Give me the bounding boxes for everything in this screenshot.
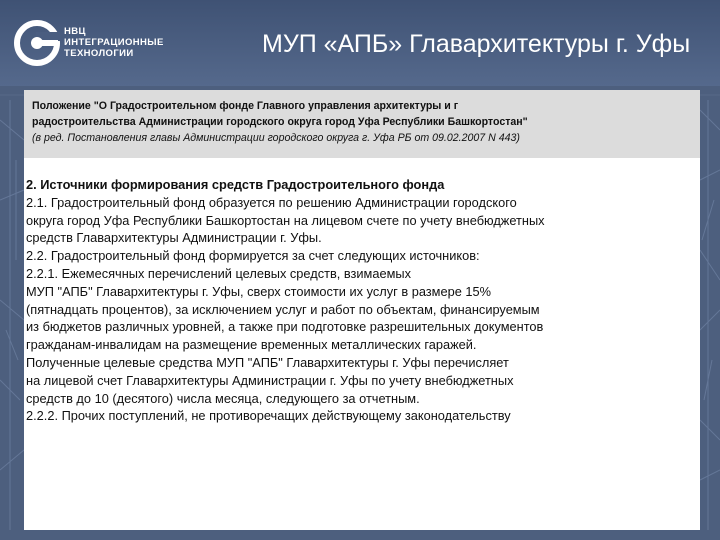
body-line: гражданам-инвалидам на размещение временных металлических гаражей.	[26, 337, 477, 353]
logo-globe-icon	[14, 20, 60, 66]
company-logo[interactable]	[14, 20, 204, 70]
logo-line-1: НВЦ	[64, 26, 86, 37]
body-line: из бюджетов различных уровней, а также при подготовке разрешительных документов	[26, 319, 544, 335]
reference-line-3: (в ред. Постановления главы Администрации городского округа г. Уфа РБ от 09.02.2007 N 443)	[32, 132, 520, 144]
body-line: (пятнадцать процентов), за исключением услуг и работ по объектам, финансируемым	[26, 301, 540, 317]
document-reference	[24, 90, 700, 158]
reference-line-2: радостроительства Администрации городского округа город Уфа Республики Башкортостан"	[32, 116, 528, 128]
logo-text	[64, 26, 204, 59]
document-body	[24, 176, 700, 425]
body-line: 2.2.1. Ежемесячных перечислений целевых средств, взимаемых	[26, 265, 411, 281]
body-line: МУП "АПБ" Главархитектуры г. Уфы, сверх стоимости их услуг в размере 15%	[26, 283, 491, 299]
body-line: округа город Уфа Республики Башкортостан на лицевом счете по учету внебюджетных	[26, 212, 545, 228]
body-line: 2.1. Градостроительный фонд образуется по решению Администрации городского	[26, 194, 517, 210]
website-link[interactable]: www.gis.su	[610, 513, 676, 528]
header-bar	[0, 0, 720, 86]
logo-line-3: ТЕХНОЛОГИИ	[64, 48, 134, 59]
reference-line-1: Положение "О Градостроительном фонде Главного управления архитектуры и г	[32, 100, 459, 112]
body-line: Полученные целевые средства МУП "АПБ" Главархитектуры г. Уфы перечисляет	[26, 354, 509, 370]
body-line: средств Главархитектуры Администрации г. Уфы.	[26, 230, 322, 246]
body-line: 2.2. Градостроительный фонд формируется за счет следующих источников:	[26, 248, 480, 264]
logo-line-2: ИНТЕГРАЦИОННЫЕ	[64, 37, 164, 48]
section-heading: 2. Источники формирования средств Градостроительного фонда	[26, 177, 445, 192]
body-line: на лицевой счет Главархитектуры Администрации г. Уфы по учету внебюджетных	[26, 372, 514, 388]
content-panel	[24, 90, 700, 530]
body-line: 2.2.2. Прочих поступлений, не противоречащих действующему законодательству	[26, 408, 511, 424]
page-title: МУП «АПБ» Главархитектуры г. Уфы	[262, 30, 691, 58]
body-line: средств до 10 (десятого) числа месяца, следующего за отчетным.	[26, 390, 420, 406]
